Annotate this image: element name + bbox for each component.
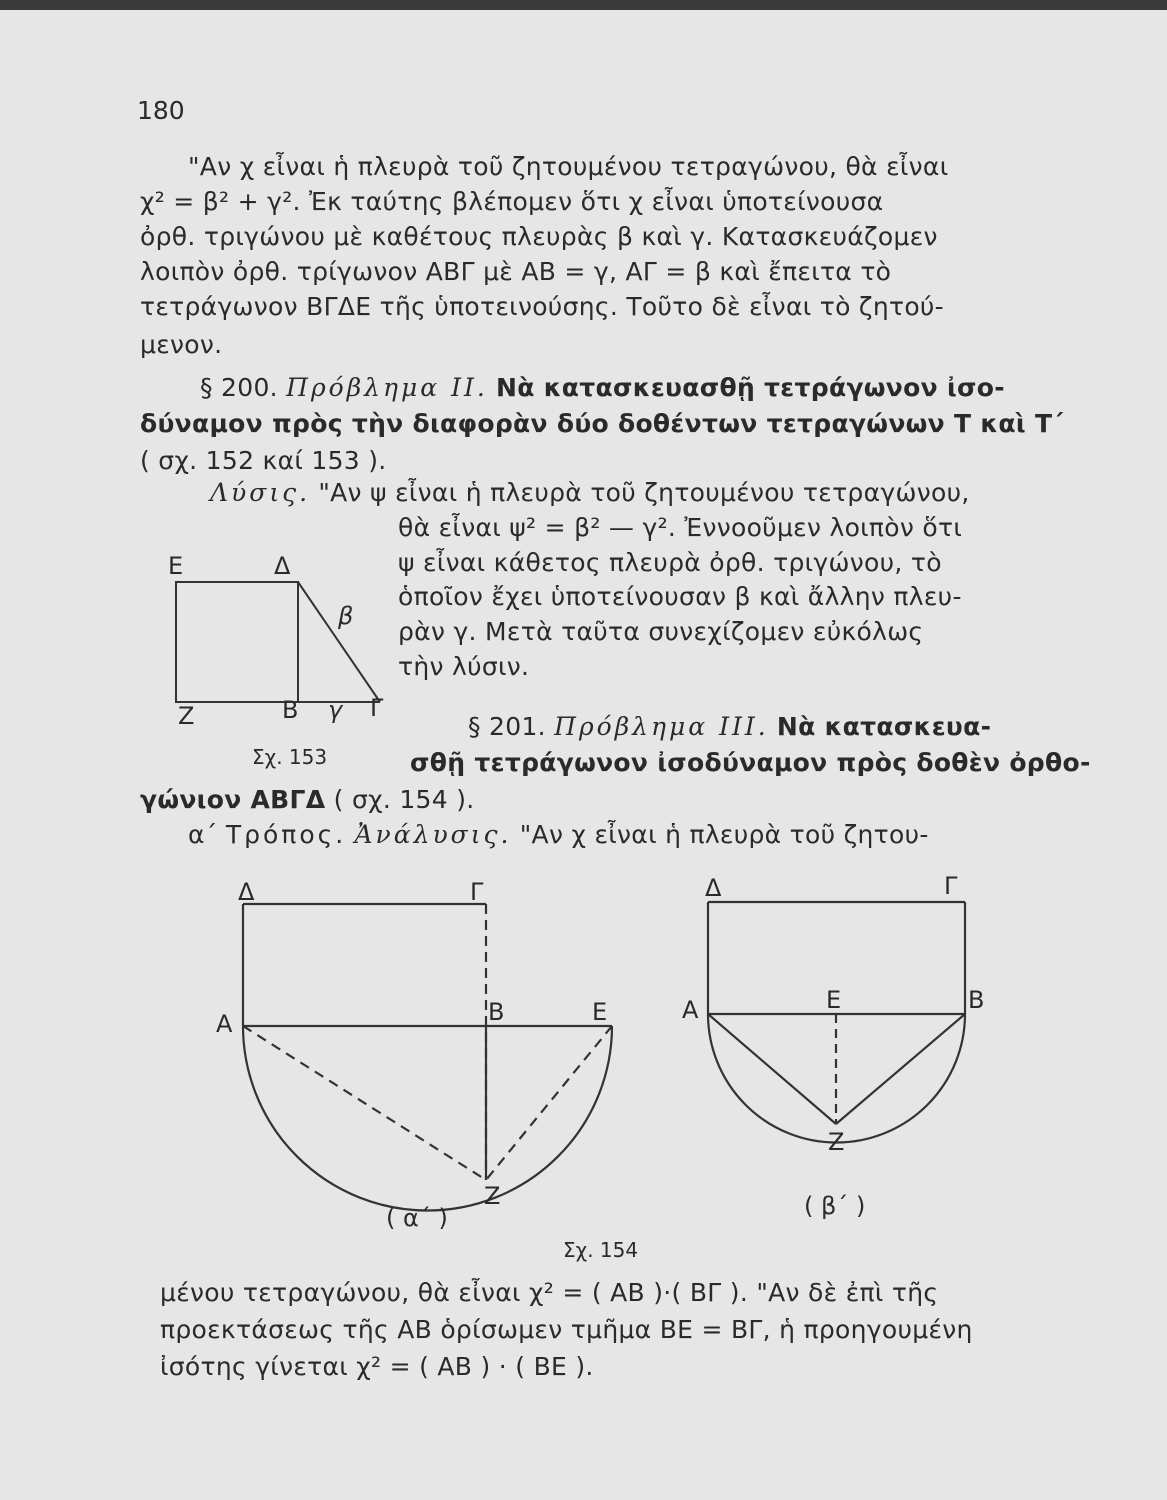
solution-line-3: ψ εἶναι κάθετος πλευρὰ ὀρθ. τριγώνου, τὸ bbox=[398, 548, 942, 577]
fig154b-label-z: Ζ bbox=[828, 1128, 845, 1156]
fig154a-label-b: Β bbox=[488, 998, 505, 1026]
para-end-line-3: ἰσότης γίνεται χ² = ( ΑΒ ) · ( ΒΕ ). bbox=[160, 1352, 594, 1381]
fig154a-label-d: Δ bbox=[238, 878, 255, 906]
para1-line-5: τετράγωνον ΒΓΔΕ τῆς ὑποτεινούσης. Τοῦτο δὲ εἶναι τὸ ζητού- bbox=[140, 292, 944, 321]
fig153-caption: Σχ. 153 bbox=[252, 745, 328, 769]
line-bz bbox=[836, 1014, 965, 1124]
fig153-label-gamma: γ bbox=[328, 696, 343, 724]
sec201-title-1: Νὰ κατασκευα- bbox=[776, 712, 992, 741]
sec200-number: § 200. bbox=[200, 373, 278, 402]
solution-line-4: ὁποῖον ἔχει ὑποτείνουσαν β καὶ ἄλλην πλευ- bbox=[398, 582, 962, 611]
solution-text-1: "Αν ψ εἶναι ἡ πλευρὰ τοῦ ζητουμένου τετραγώνου, bbox=[318, 478, 970, 507]
sec201-title-3a: γώνιον ΑΒΓΔ bbox=[140, 785, 326, 814]
fig154b-tag: ( β΄ ) bbox=[804, 1192, 866, 1220]
sec201-number: § 201. bbox=[468, 712, 546, 741]
fig154b-label-a: Α bbox=[682, 996, 699, 1024]
solution-line-6: τὴν λύσιν. bbox=[398, 652, 530, 681]
line-az bbox=[708, 1014, 836, 1124]
para1-line-1: "Αν χ εἶναι ἡ πλευρὰ τοῦ ζητουμένου τετραγώνου, θὰ εἶναι bbox=[188, 152, 949, 181]
para1-line-3: ὀρθ. τριγώνου μὲ καθέτους πλευρὰς β καὶ γ. Κατασκευάζομεν bbox=[140, 222, 938, 251]
fig154-caption: Σχ. 154 bbox=[563, 1238, 639, 1262]
fig153-label-d: Δ bbox=[274, 552, 291, 580]
method-analysis: Ἀνάλυσις. bbox=[354, 820, 512, 849]
solution-line-2: θὰ εἶναι ψ² = β² — γ². Ἐννοοῦμεν λοιπὸν ὅτι bbox=[398, 513, 963, 542]
fig153-label-g: Γ bbox=[370, 694, 384, 722]
solution-line-5: ρὰν γ. Μετὰ ταῦτα συνεχίζομεν εὐκόλως bbox=[398, 617, 924, 646]
para1-line-4: λοιπὸν ὀρθ. τρίγωνον ΑΒΓ μὲ ΑΒ = γ, ΑΓ = β καὶ ἔπειτα τὸ bbox=[140, 257, 892, 286]
sec201-label: Πρόβλημα ΙΙΙ. bbox=[554, 712, 769, 741]
fig153-label-e: Ε bbox=[168, 552, 184, 580]
para1-line-6: μενον. bbox=[140, 330, 223, 359]
fig153-label-z: Ζ bbox=[178, 702, 195, 730]
fig154b-label-e: Ε bbox=[826, 986, 842, 1014]
para-end-line-1: μένου τετραγώνου, θὰ εἶναι χ² = ( ΑΒ )·( ΒΓ ). "Αν δὲ ἐπὶ τῆς bbox=[160, 1278, 939, 1307]
fig154a-label-e: Ε bbox=[592, 998, 608, 1026]
fig154a-label-a: Α bbox=[216, 1010, 233, 1038]
method-tropos: Τρόπος. bbox=[225, 820, 347, 849]
fig154a-tag: ( α΄ ) bbox=[386, 1204, 448, 1232]
fig153-label-beta: β bbox=[338, 602, 354, 630]
fig154a-label-g: Γ bbox=[470, 878, 484, 906]
solution-label: Λύσις. bbox=[210, 478, 311, 507]
sec200-label: Πρόβλημα ΙΙ. bbox=[286, 373, 488, 402]
fig154b-label-g: Γ bbox=[944, 872, 958, 900]
method-prefix: α΄ bbox=[188, 820, 218, 849]
method-rest: "Αν χ εἶναι ἡ πλευρὰ τοῦ ζητου- bbox=[519, 820, 929, 849]
fig154a-label-z: Ζ bbox=[484, 1182, 501, 1210]
sec201-title-2: σθῇ τετράγωνον ἰσοδύναμον πρὸς δοθὲν ὀρθο- bbox=[410, 748, 1091, 777]
sec200-title-1: Νὰ κατασκευασθῇ τετράγωνον ἰσο- bbox=[496, 373, 1005, 402]
sec200-title-3: ( σχ. 152 καί 153 ). bbox=[140, 446, 387, 475]
sec200-title-2: δύναμον πρὸς τὴν διαφορὰν δύο δοθέντων τετραγώνων Τ καὶ Τ΄ bbox=[140, 409, 1064, 438]
para-end-line-2: προεκτάσεως τῆς ΑΒ ὁρίσωμεν τμῆμα ΒΕ = ΒΓ, ἡ προηγουμένη bbox=[160, 1315, 973, 1344]
fig154b-label-d: Δ bbox=[705, 874, 722, 902]
fig154b-label-b: Β bbox=[968, 986, 985, 1014]
fig153-label-b: Β bbox=[282, 696, 299, 724]
page-number: 180 bbox=[137, 96, 185, 125]
sec201-title-3b: ( σχ. 154 ). bbox=[333, 785, 475, 814]
para1-line-2: χ² = β² + γ². Ἐκ ταύτης βλέπομεν ὅτι χ εἶναι ὑποτείνουσα bbox=[140, 187, 884, 216]
